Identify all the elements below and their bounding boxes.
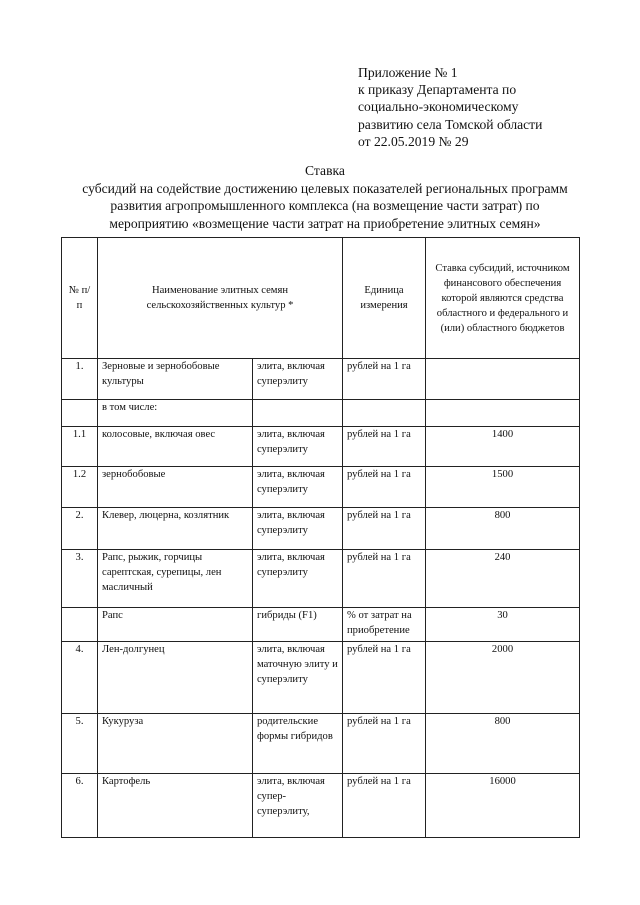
row-rate: 30 — [426, 608, 580, 642]
row-seed-category — [253, 400, 343, 427]
row-rate: 2000 — [426, 642, 580, 714]
row-crop-name: Лен-долгунец — [98, 642, 253, 714]
row-number — [62, 400, 98, 427]
appendix-line: Приложение № 1 — [358, 65, 458, 80]
appendix-block — [358, 64, 542, 150]
row-seed-category: элита, включая суперэлиту — [253, 467, 343, 508]
row-seed-category: элита, включая маточную элиту и суперэлиту — [253, 642, 343, 714]
row-seed-category: элита, включая суперэлиту — [253, 359, 343, 400]
appendix-line: от 22.05.2019 № 29 — [358, 133, 469, 149]
header-unit: Единица измерения — [343, 238, 426, 359]
row-unit: рублей на 1 га — [343, 550, 426, 608]
row-rate: 240 — [426, 550, 580, 608]
row-unit — [343, 400, 426, 427]
row-number — [62, 608, 98, 642]
table-row — [62, 714, 580, 774]
subsidy-rates-table — [61, 237, 580, 838]
row-number: 1.2 — [62, 467, 98, 508]
table-row — [62, 359, 580, 400]
row-number: 1.1 — [62, 427, 98, 467]
row-unit: % от затрат на приобретение — [343, 608, 426, 642]
row-seed-category: элита, включая суперэлиту — [253, 550, 343, 608]
row-rate: 800 — [426, 714, 580, 774]
table-header-row — [62, 238, 580, 359]
table-row — [62, 608, 580, 642]
row-seed-category: элита, включая супер-суперэлиту, — [253, 774, 343, 838]
row-crop-name: зернобобовые — [98, 467, 253, 508]
row-unit: рублей на 1 га — [343, 467, 426, 508]
row-rate: 1500 — [426, 467, 580, 508]
title-line: развития агропромышленного комплекса (на возмещение части затрат) по — [110, 198, 540, 214]
row-unit: рублей на 1 га — [343, 359, 426, 400]
appendix-line: к приказу Департамента по — [358, 82, 517, 98]
row-crop-name: Картофель — [98, 774, 253, 838]
title-line: субсидий на содействие достижению целевых показателей региональных программ — [82, 180, 568, 196]
row-number: 5. — [62, 714, 98, 774]
row-unit: рублей на 1 га — [343, 642, 426, 714]
table-row — [62, 400, 580, 427]
row-rate: 16000 — [426, 774, 580, 838]
row-unit: рублей на 1 га — [343, 714, 426, 774]
row-seed-category: элита, включая суперэлиту — [253, 508, 343, 550]
row-rate — [426, 359, 580, 400]
row-seed-category: элита, включая суперэлиту — [253, 427, 343, 467]
table-row — [62, 508, 580, 550]
row-crop-name: Рапс, рыжик, горчицы сарептская, сурепицы, лен масличный — [98, 550, 253, 608]
row-crop-name: Зерновые и зернобобовые культуры — [98, 359, 253, 400]
row-crop-name: колосовые, включая овес — [98, 427, 253, 467]
table-row — [62, 427, 580, 467]
header-number: № п/п — [62, 238, 98, 359]
title-line: Ставка — [305, 163, 345, 178]
table-row — [62, 467, 580, 508]
row-unit: рублей на 1 га — [343, 774, 426, 838]
row-crop-name: Кукуруза — [98, 714, 253, 774]
appendix-line: развитию села Томской области — [358, 116, 543, 132]
row-rate: 800 — [426, 508, 580, 550]
appendix-line: социально-экономическому — [358, 99, 519, 115]
header-rate: Ставка субсидий, источником финансового обеспечения которой являются средства областного и федерального и (или) областного бюджетов — [426, 238, 580, 359]
row-unit: рублей на 1 га — [343, 508, 426, 550]
row-number: 6. — [62, 774, 98, 838]
title-line: мероприятию «возмещение части затрат на приобретение элитных семян» — [109, 215, 541, 231]
document-title — [40, 162, 610, 232]
row-number: 1. — [62, 359, 98, 400]
table-row — [62, 642, 580, 714]
row-rate — [426, 400, 580, 427]
row-unit: рублей на 1 га — [343, 427, 426, 467]
row-number: 4. — [62, 642, 98, 714]
row-number: 3. — [62, 550, 98, 608]
row-seed-category: родительские формы гибридов — [253, 714, 343, 774]
table-row — [62, 774, 580, 838]
row-crop-name: Рапс — [98, 608, 253, 642]
header-crop-name: Наименование элитных семян сельскохозяйственных культур * — [98, 238, 343, 359]
row-rate: 1400 — [426, 427, 580, 467]
row-number: 2. — [62, 508, 98, 550]
row-seed-category: гибриды (F1) — [253, 608, 343, 642]
table-row — [62, 550, 580, 608]
row-crop-name: в том числе: — [98, 400, 253, 427]
row-crop-name: Клевер, люцерна, козлятник — [98, 508, 253, 550]
